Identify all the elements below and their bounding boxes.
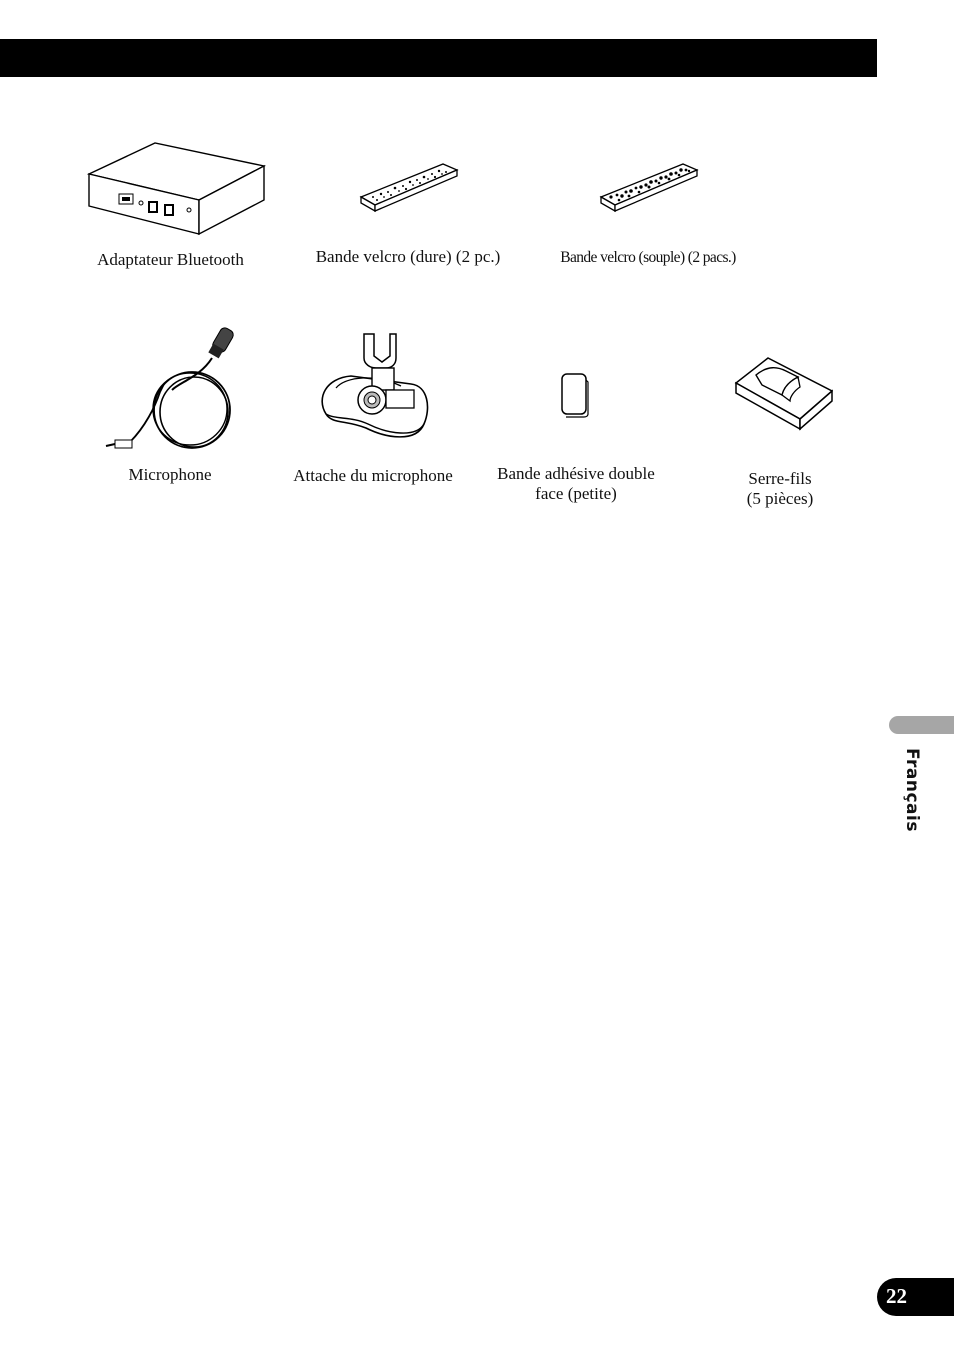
item-caption: Microphone [128,465,212,484]
microphone-illustration [100,322,240,457]
double-sided-tape-illustration [556,370,596,420]
item-double-sided-tape [486,370,666,504]
item-caption: Attache du microphone [293,466,453,485]
item-caption: Bande velcro (souple) (2 pacs.) [560,249,736,266]
item-velcro-hard [298,150,518,267]
item-microphone [95,322,245,485]
velcro-soft-illustration [593,150,703,220]
item-cable-ties [720,353,840,509]
microphone-clip-illustration [316,328,431,458]
page-number-badge [877,1278,954,1316]
item-caption: Adaptateur Bluetooth [97,250,244,269]
page-number: 22 [886,1284,907,1308]
item-caption: Bande adhésive double face (petite) [497,464,655,503]
cable-ties-illustration [728,353,833,433]
bluetooth-adapter-illustration [76,138,266,238]
item-microphone-clip [278,328,468,486]
header-bar [0,39,877,77]
item-bluetooth-adapter [68,138,273,270]
item-velcro-soft [538,150,758,268]
item-caption: Bande velcro (dure) (2 pc.) [315,247,501,266]
item-caption: Serre-fils (5 pièces) [746,469,814,508]
velcro-hard-illustration [353,150,463,220]
language-tab [889,716,954,734]
language-label: Français [902,748,922,832]
